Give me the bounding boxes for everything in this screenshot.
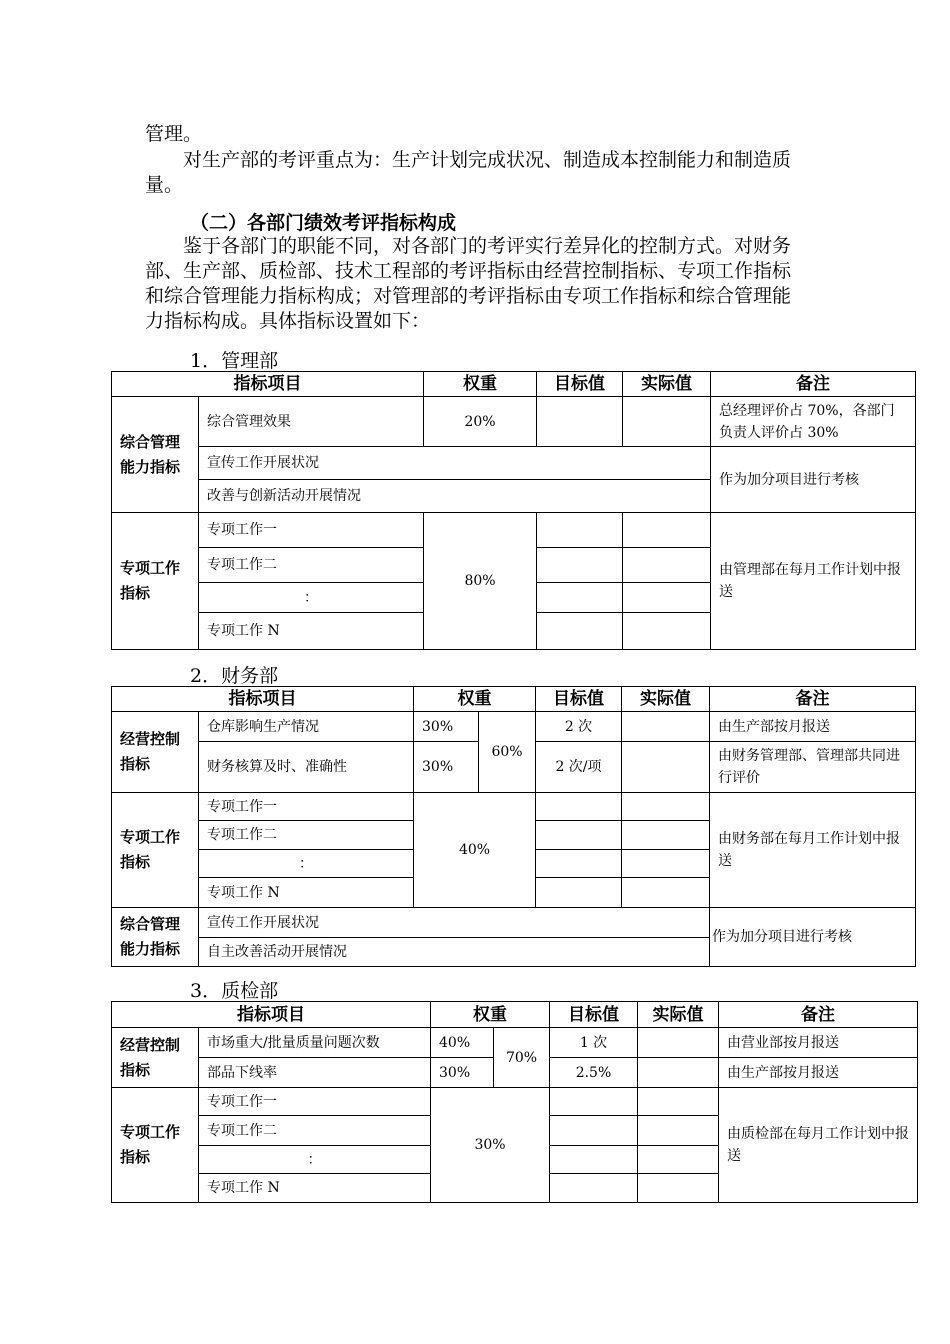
note-cell: 总经理评价占 70%，各部门负责人评价占 30% <box>711 397 916 447</box>
category-operational: 经营控制指标 <box>112 1028 199 1088</box>
actual-cell <box>623 613 711 650</box>
metric-name: 专项工作二 <box>199 1116 431 1146</box>
target-cell <box>537 613 623 650</box>
target-cell <box>536 793 622 821</box>
actual-cell <box>622 742 710 793</box>
finance-dept-table <box>111 686 916 967</box>
note-cell: 由生产部按月报送 <box>710 712 916 742</box>
metric-name: 仓库影响生产情况 <box>199 712 414 742</box>
metric-name: 专项工作 N <box>199 1174 431 1203</box>
weight-cell: 30% <box>414 712 479 742</box>
note-cell: 作为加分项目进行考核 <box>710 908 916 967</box>
weight-cell: 40% <box>431 1028 494 1058</box>
note-cell: 由管理部在每月工作计划中报送 <box>711 513 916 650</box>
metric-name: 自主改善活动开展情况 <box>199 938 710 967</box>
quality-dept-table <box>111 1001 918 1203</box>
management-dept-table <box>111 371 916 650</box>
metric-name: 专项工作一 <box>199 513 424 548</box>
header-actual: 实际值 <box>623 372 711 397</box>
actual-cell <box>638 1088 719 1116</box>
actual-cell <box>638 1146 719 1174</box>
header-target: 目标值 <box>536 687 622 712</box>
actual-cell <box>622 878 710 908</box>
header-actual: 实际值 <box>638 1002 719 1028</box>
category-comprehensive: 综合管理能力指标 <box>112 908 199 967</box>
weight-cell: 30% <box>431 1088 550 1203</box>
metric-name: 宣传工作开展状况 <box>199 908 710 938</box>
target-cell <box>537 548 623 583</box>
header-weight: 权重 <box>424 372 537 397</box>
weight-cell: 20% <box>424 397 537 447</box>
actual-cell <box>623 397 711 447</box>
note-cell: 由质检部在每月工作计划中报送 <box>719 1088 918 1203</box>
actual-cell <box>638 1058 719 1088</box>
weight-cell: 30% <box>414 742 479 793</box>
metric-name: 部品下线率 <box>199 1058 431 1088</box>
metric-name: 改善与创新活动开展情况 <box>199 480 711 513</box>
target-cell: 2 次 <box>536 712 622 742</box>
metric-name: 市场重大/批量质量问题次数 <box>199 1028 431 1058</box>
note-cell: 由财务部在每月工作计划中报送 <box>710 793 916 908</box>
metric-name: 宣传工作开展状况 <box>199 447 711 480</box>
actual-cell <box>638 1174 719 1203</box>
target-cell <box>536 850 622 878</box>
ellipsis-cell: ： <box>199 583 424 613</box>
production-focus-paragraph: 对生产部的考评重点为：生产计划完成状况、制造成本控制能力和制造质量。 <box>145 149 792 196</box>
actual-cell <box>638 1116 719 1146</box>
actual-cell <box>622 850 710 878</box>
header-note: 备注 <box>711 372 916 397</box>
actual-cell <box>622 793 710 821</box>
weight-cell: 30% <box>431 1058 494 1088</box>
header-target: 目标值 <box>550 1002 638 1028</box>
target-cell <box>550 1146 638 1174</box>
category-comprehensive: 综合管理能力指标 <box>112 397 199 513</box>
target-cell <box>550 1174 638 1203</box>
target-cell <box>536 821 622 850</box>
note-cell: 由营业部按月报送 <box>719 1028 918 1058</box>
metric-name: 专项工作二 <box>199 821 414 850</box>
target-cell: 2 次/项 <box>536 742 622 793</box>
metric-name: 财务核算及时、准确性 <box>199 742 414 793</box>
target-cell: 2.5% <box>550 1058 638 1088</box>
category-operational: 经营控制指标 <box>112 712 199 793</box>
target-cell <box>537 583 623 613</box>
section-title-quality: 3．质检部 <box>190 980 279 1002</box>
note-cell: 由财务管理部、管理部共同进行评价 <box>710 742 916 793</box>
target-cell: 1 次 <box>550 1028 638 1058</box>
section-heading: （二）各部门绩效考评指标构成 <box>190 212 457 234</box>
header-target: 目标值 <box>537 372 623 397</box>
actual-cell <box>623 513 711 548</box>
weight-cell: 80% <box>424 513 537 650</box>
section-title-management: 1．管理部 <box>190 350 279 372</box>
metric-name: 综合管理效果 <box>199 397 424 447</box>
weight-cell: 40% <box>414 793 536 908</box>
header-weight: 权重 <box>414 687 536 712</box>
metric-name: 专项工作一 <box>199 1088 431 1116</box>
category-special-work: 专项工作指标 <box>112 1088 199 1203</box>
intro-line: 管理。 <box>145 123 203 145</box>
actual-cell <box>622 821 710 850</box>
header-note: 备注 <box>710 687 916 712</box>
weight-total-cell: 70% <box>494 1028 550 1088</box>
actual-cell <box>622 712 710 742</box>
target-cell <box>537 513 623 548</box>
department-metrics-paragraph: 鉴于各部门的职能不同，对各部门的考评实行差异化的控制方式。对财务部、生产部、质检部、技术工程部的考评指标由经营控制指标、专项工作指标和综合管理能力指标构成；对管理部的考评指标由专项工作指标和综合管理能力指标构成。具体指标设置如下： <box>145 235 792 332</box>
actual-cell <box>623 548 711 583</box>
target-cell <box>550 1116 638 1146</box>
header-item: 指标项目 <box>112 372 424 397</box>
header-weight: 权重 <box>431 1002 550 1028</box>
target-cell <box>550 1088 638 1116</box>
note-cell: 作为加分项目进行考核 <box>711 447 916 513</box>
metric-name: 专项工作二 <box>199 548 424 583</box>
category-special-work: 专项工作指标 <box>112 793 199 908</box>
target-cell <box>536 878 622 908</box>
ellipsis-cell: ： <box>199 1146 431 1174</box>
note-cell: 由生产部按月报送 <box>719 1058 918 1088</box>
header-note: 备注 <box>719 1002 918 1028</box>
target-cell <box>537 397 623 447</box>
header-item: 指标项目 <box>112 687 414 712</box>
header-actual: 实际值 <box>622 687 710 712</box>
metric-name: 专项工作一 <box>199 793 414 821</box>
actual-cell <box>623 583 711 613</box>
category-special-work: 专项工作指标 <box>112 513 199 650</box>
weight-total-cell: 60% <box>479 712 536 793</box>
actual-cell <box>638 1028 719 1058</box>
section-title-finance: 2．财务部 <box>190 665 279 687</box>
metric-name: 专项工作 N <box>199 878 414 908</box>
metric-name: 专项工作 N <box>199 613 424 650</box>
header-item: 指标项目 <box>112 1002 431 1028</box>
ellipsis-cell: ： <box>199 850 414 878</box>
